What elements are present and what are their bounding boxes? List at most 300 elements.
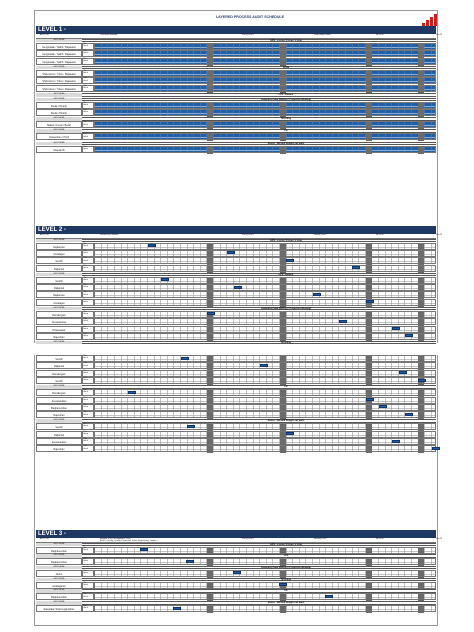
section-bar (36, 66, 436, 70)
schedule-row (36, 397, 436, 404)
section-bar (36, 142, 436, 146)
plan-label: Plan (83, 122, 87, 124)
section-bar (36, 566, 436, 570)
auditor-name: Sengottaian / Sathil / Rajasekar (36, 43, 82, 50)
planned-audit-mark (392, 440, 400, 443)
planned-audit-mark (260, 364, 268, 367)
planned-audit-mark (405, 334, 413, 337)
plan-label: Plan (83, 265, 87, 267)
schedule-row (36, 250, 436, 257)
plan-label: Plan (83, 547, 87, 549)
plan-actual-labels (82, 146, 94, 153)
planned-audit-mark (366, 398, 374, 401)
section-label: FG (284, 386, 288, 389)
audit-area-head: AUDIT AREA (36, 566, 82, 570)
plan-actual-labels (82, 318, 94, 325)
plan-label: Plan (83, 78, 87, 80)
plan-actual-labels (82, 326, 94, 333)
holiday-column (207, 59, 213, 66)
plan-label: Plan (83, 570, 87, 572)
audit-area-head: AUDIT AREA (36, 554, 82, 558)
schedule-row (36, 318, 436, 325)
auditor-name: Senthil (36, 423, 82, 430)
day-grid (94, 318, 436, 325)
planned-audit-mark (181, 357, 189, 360)
planned-audit-mark (405, 413, 413, 416)
holiday-column (366, 86, 372, 93)
schedule-row (36, 389, 436, 396)
day-grid (94, 133, 436, 140)
holiday-column (418, 59, 424, 66)
schedule-row (36, 311, 436, 318)
plan-actual-labels (82, 377, 94, 384)
section-bar (36, 93, 436, 97)
actual-label: Actual (83, 294, 88, 296)
header-frequency: FREQUENCY (242, 538, 255, 540)
section-label: Shooting (281, 578, 291, 581)
schedule-row (36, 605, 436, 612)
day-grid (94, 582, 436, 589)
section-label: FG (284, 590, 288, 593)
holiday-column (280, 59, 286, 66)
holiday-column (280, 86, 286, 93)
auditor-name: Dhanasekar (36, 326, 82, 333)
holiday-column (207, 110, 213, 117)
plan-actual-labels (82, 58, 94, 65)
planned-audit-mark (173, 607, 181, 610)
day-grid (94, 146, 436, 153)
audit-area-head: AUDIT AREA (36, 93, 82, 97)
holiday-column (418, 86, 424, 93)
actual-label: Actual (83, 45, 88, 47)
auditor-name: Raghavendran (36, 558, 82, 565)
day-grid (94, 70, 436, 77)
holiday-column (418, 446, 424, 453)
actual-label: Actual (83, 328, 88, 330)
schedule-row (36, 438, 436, 445)
auditor-name: Rajkamal (36, 431, 82, 438)
plan-actual-labels (82, 362, 94, 369)
plan-label: Plan (83, 412, 87, 414)
auditor-name: Sivanandh (36, 146, 82, 153)
header-freq_value: Daily sweep audits (314, 34, 331, 36)
actual-label: Actual (83, 407, 88, 409)
plan-actual-labels (82, 102, 94, 109)
section-label: Assembly (Seal Welding / Projection Welding) (261, 98, 311, 101)
day-grid (94, 605, 436, 612)
audit-area-head: AUDIT AREA (36, 129, 82, 133)
plan-actual-labels (82, 411, 94, 418)
schedule-row (36, 404, 436, 411)
auditor-name: Rajendran (36, 333, 82, 340)
schedule-row (36, 362, 436, 369)
audit-area-head: AUDIT AREA (36, 419, 82, 423)
actual-label: Actual (83, 321, 88, 323)
auditor-name: Senthil (36, 277, 82, 284)
plan-actual-labels (82, 250, 94, 257)
section-bar (36, 273, 436, 277)
planned-audit-mark (392, 327, 400, 330)
plan-actual-labels (82, 291, 94, 298)
day-grid (94, 284, 436, 291)
audit-area-head: AUDIT AREA (36, 578, 82, 582)
audit-area-head: AUDIT AREA (36, 273, 82, 277)
schedule-row (36, 570, 436, 577)
audit-area-head: AUDIT AREA (36, 589, 82, 593)
plan-actual-labels (82, 431, 94, 438)
header-auditor: AUDITOR (40, 538, 49, 540)
actual-label: Actual (83, 561, 88, 563)
day-grid (94, 355, 436, 362)
schedule-row (36, 370, 436, 377)
level-band-1: LEVEL 1 - (36, 26, 436, 34)
actual-label: Actual (83, 104, 88, 106)
schedule-row (36, 265, 436, 272)
section-label: Shooting (281, 118, 291, 121)
actual-label: Actual (83, 112, 88, 114)
section-bar (36, 341, 436, 345)
actual-label: Actual (83, 433, 88, 435)
plan-actual-labels (82, 133, 94, 140)
auditor-name: Ramalingam (36, 311, 82, 318)
plan-actual-labels (82, 277, 94, 284)
holiday-column (280, 147, 286, 154)
planned-audit-mark (187, 425, 195, 428)
audit-area-head: AUDIT AREA (36, 341, 82, 345)
company-logo (414, 12, 436, 26)
plan-label: Plan (83, 431, 87, 433)
section-label: HPS - A Line / B Line / C Line (270, 543, 302, 546)
planned-audit-mark (279, 583, 287, 586)
holiday-column (366, 134, 372, 141)
planned-audit-mark (186, 560, 194, 563)
auditor-name: Rajkannan (36, 243, 82, 250)
schedule-row (36, 558, 436, 565)
schedule-row (36, 50, 436, 57)
plan-actual-labels (82, 257, 94, 264)
holiday-column (366, 122, 372, 129)
auditor-name: Senthil (36, 257, 82, 264)
header-month_value: Jan-20 (436, 538, 443, 540)
section-label: HPS - A Line / B Line / C Line (270, 239, 302, 242)
holiday-column (366, 606, 372, 613)
plan-label: Plan (83, 446, 87, 448)
day-grid (94, 121, 436, 128)
auditor-name: Amalagaram (36, 582, 82, 589)
section-bar (36, 589, 436, 593)
actual-label: Actual (83, 336, 88, 338)
schedule-row (36, 299, 436, 306)
planned-audit-mark (286, 432, 294, 435)
holiday-column (418, 110, 424, 117)
plan-actual-labels (82, 85, 94, 92)
actual-label: Actual (83, 73, 88, 75)
schedule-row (36, 423, 436, 430)
section-label: Stores - RM and Bought out parts (267, 420, 305, 423)
planned-audit-mark (339, 320, 347, 323)
plan-actual-labels (82, 50, 94, 57)
plan-label: Plan (83, 404, 87, 406)
plan-label: Plan (83, 110, 87, 112)
schedule-row (36, 257, 436, 264)
holiday-column (366, 59, 372, 66)
day-grid (94, 250, 436, 257)
schedule-row (36, 326, 436, 333)
schedule-row (36, 547, 436, 554)
schedule-row (36, 445, 436, 452)
section-label: LPS / Rework (278, 94, 294, 97)
auditor-name: Raghavendran (36, 547, 82, 554)
schedule-row (36, 121, 436, 128)
plan-actual-labels (82, 355, 94, 362)
schedule-title: LAYERED PROCESS AUDIT SCHEDULE (215, 15, 285, 19)
plan-actual-labels (82, 243, 94, 250)
schedule-row (36, 277, 436, 284)
schedule-row (36, 284, 436, 291)
plan-actual-labels (82, 423, 94, 430)
day-grid (94, 243, 436, 250)
day-grid (94, 431, 436, 438)
section-label: Ar/Ha (282, 66, 290, 69)
auditor-name: Elavaralan Shanmuganathan (36, 605, 82, 612)
audit-area-head: AUDIT AREA (36, 142, 82, 146)
holiday-column (207, 122, 213, 129)
planned-audit-mark (352, 266, 360, 269)
plan-label: Plan (83, 606, 87, 607)
section-bar (36, 117, 436, 121)
planned-audit-mark (286, 259, 294, 262)
plan-label: Plan (83, 243, 87, 245)
holiday-column (280, 446, 286, 453)
plan-label: Plan (83, 378, 87, 380)
schedule-row (36, 582, 436, 589)
actual-label: Actual (83, 124, 88, 126)
day-grid (94, 265, 436, 272)
auditor-name: Sparenthan / Hindi (36, 133, 82, 140)
day-grid (94, 438, 436, 445)
header-frequency: FREQUENCY (242, 234, 255, 236)
day-grid (94, 423, 436, 430)
section-label: Stores - RM and Bought out parts (267, 602, 305, 604)
plan-label: Plan (83, 134, 87, 136)
actual-label: Actual (83, 448, 88, 450)
day-grid (94, 277, 436, 284)
header-frequency: FREQUENCY (242, 34, 255, 36)
holiday-column (418, 122, 424, 129)
plan-actual-labels (82, 311, 94, 318)
header-freq_value: Monthly Once (314, 538, 327, 540)
auditor-name: Raghavendran (36, 404, 82, 411)
section-label: LPS (283, 555, 289, 558)
planned-audit-mark (325, 595, 333, 598)
schedule-row (36, 411, 436, 418)
plan-actual-labels (82, 265, 94, 272)
audit-area-head: AUDIT AREA (36, 117, 82, 121)
actual-label: Actual (83, 399, 88, 401)
schedule-row (36, 102, 436, 109)
plan-label: Plan (83, 86, 87, 87)
header-role: Member of the Management Team (100, 538, 131, 540)
auditor-name: Shebnutrun / Y.Rex / Rajasekar (36, 77, 82, 84)
planned-audit-mark (148, 244, 156, 247)
auditor-name: Raghavendran (36, 593, 82, 600)
auditor-name: Rajkamal (36, 265, 82, 272)
header-auditor: AUDITOR (40, 234, 49, 236)
schedule-row (36, 377, 436, 384)
auditor-name: Arivalagan (36, 250, 82, 257)
schedule-row (36, 77, 436, 84)
day-grid (94, 362, 436, 369)
plan-actual-labels (82, 370, 94, 377)
plan-label: Plan (83, 311, 87, 313)
day-grid (94, 311, 436, 318)
schedule-row (36, 431, 436, 438)
plan-label: Plan (83, 356, 87, 357)
planned-audit-mark (233, 571, 241, 574)
actual-label: Actual (83, 380, 88, 382)
schedule-row (36, 355, 436, 362)
section-bar (36, 129, 436, 133)
day-grid (94, 445, 436, 452)
audit-area-head: AUDIT AREA (36, 385, 82, 389)
section-bar (36, 554, 436, 558)
section-label: Stores - RM and Bought out parts (267, 142, 305, 145)
actual-label: Actual (83, 267, 88, 269)
day-grid (94, 397, 436, 404)
plan-actual-labels (82, 284, 94, 291)
actual-label: Actual (83, 608, 88, 610)
plan-label: Plan (83, 51, 87, 53)
plan-label: Plan (83, 250, 87, 252)
planned-audit-mark (234, 286, 242, 289)
section-bar (36, 98, 436, 102)
actual-label: Actual (83, 441, 88, 443)
plan-label: Plan (83, 594, 87, 596)
actual-label: Actual (83, 549, 88, 551)
plan-label: Plan (83, 285, 87, 286)
plan-label: Plan (83, 102, 87, 104)
actual-label: Actual (83, 60, 88, 62)
day-grid (94, 411, 436, 418)
header-role: Plant level manager (100, 34, 118, 36)
actual-label: Actual (83, 596, 88, 598)
actual-label: Actual (83, 426, 88, 428)
day-grid (94, 593, 436, 600)
day-grid (94, 109, 436, 116)
day-grid (94, 570, 436, 577)
auditor-name: Nehru (36, 570, 82, 577)
actual-label: Actual (83, 573, 88, 575)
holiday-column (366, 446, 372, 453)
plan-label: Plan (83, 439, 87, 440)
plan-actual-labels (82, 299, 94, 306)
plan-actual-labels (82, 333, 94, 340)
actual-label: Actual (83, 53, 88, 55)
auditor-name: Arivalagan (36, 299, 82, 306)
auditor-name: Bedal / Hindrip (36, 109, 82, 116)
actual-label: Actual (83, 392, 88, 394)
section-bar (36, 578, 436, 582)
holiday-column (207, 446, 213, 453)
section-bar (36, 601, 436, 605)
holiday-column (280, 122, 286, 129)
actual-label: Actual (83, 365, 88, 367)
auditor-name: Shebnutrun / Y.Rex / Rajasekar (36, 70, 82, 77)
level-band-2: LEVEL 2 - (36, 226, 436, 234)
day-grid (94, 558, 436, 565)
actual-label: Actual (83, 373, 88, 375)
plan-label: Plan (83, 582, 87, 584)
section-bar (36, 385, 436, 389)
plan-actual-labels (82, 121, 94, 128)
plan-label: Plan (83, 326, 87, 328)
audit-area-head: AUDIT AREA (36, 39, 82, 43)
actual-label: Actual (83, 287, 88, 289)
holiday-column (366, 147, 372, 154)
section-label: HPS - A Line / B Line / C Line (270, 39, 302, 42)
audit-area-head: AUDIT AREA (36, 98, 82, 102)
actual-label: Actual (83, 80, 88, 82)
page-gap (34, 343, 438, 355)
header-month: MONTH (376, 538, 384, 540)
section-label: LPS / Rework (278, 273, 294, 276)
auditor-name: Jeevanandam (36, 438, 82, 445)
audit-area-head: AUDIT AREA (36, 239, 82, 243)
actual-label: Actual (83, 414, 88, 416)
auditor-name: Ramalingam (36, 370, 82, 377)
plan-actual-labels (82, 70, 94, 77)
plan-actual-labels (82, 570, 94, 577)
holiday-column (280, 606, 286, 613)
section-bar (36, 239, 436, 243)
plan-label: Plan (83, 146, 87, 148)
planned-audit-mark (207, 312, 215, 315)
plan-actual-labels (82, 445, 94, 452)
day-grid (94, 43, 436, 50)
actual-label: Actual (83, 148, 88, 150)
audit-area-head: AUDIT AREA (36, 601, 82, 605)
planned-audit-mark (140, 548, 148, 551)
auditor-name: Gunasekaran (36, 318, 82, 325)
auditor-name: Shebnutrun / Y.Rex / Rajasekar (36, 85, 82, 92)
auditor-name: Sengottaian / Sathil / Rajasekar (36, 58, 82, 65)
plan-label: Plan (83, 258, 87, 260)
auditor-name: Senthil (36, 377, 82, 384)
day-grid (94, 102, 436, 109)
actual-label: Actual (83, 279, 88, 281)
actual-label: Actual (83, 313, 88, 315)
plan-actual-labels (82, 77, 94, 84)
audit-area-head: AUDIT AREA (36, 66, 82, 70)
plan-label: Plan (83, 363, 87, 365)
schedule-row (36, 146, 436, 153)
auditor-name: Rajkannan (36, 291, 82, 298)
day-grid (94, 291, 436, 298)
plan-label: Plan (83, 390, 87, 392)
plan-label: Plan (83, 58, 87, 60)
plan-label: Plan (83, 70, 87, 72)
planned-audit-mark (128, 391, 136, 394)
schedule-row (36, 109, 436, 116)
level-band-3: LEVEL 3 - (36, 530, 436, 538)
day-grid (94, 257, 436, 264)
day-grid (94, 85, 436, 92)
plan-actual-labels (82, 582, 94, 589)
header-month: MONTH (376, 234, 384, 236)
header-role2: (HOD's Quality, Quality, Production, Indus. Engineering, Leader...) (100, 540, 159, 542)
holiday-column (280, 110, 286, 117)
section-bar (36, 39, 436, 43)
